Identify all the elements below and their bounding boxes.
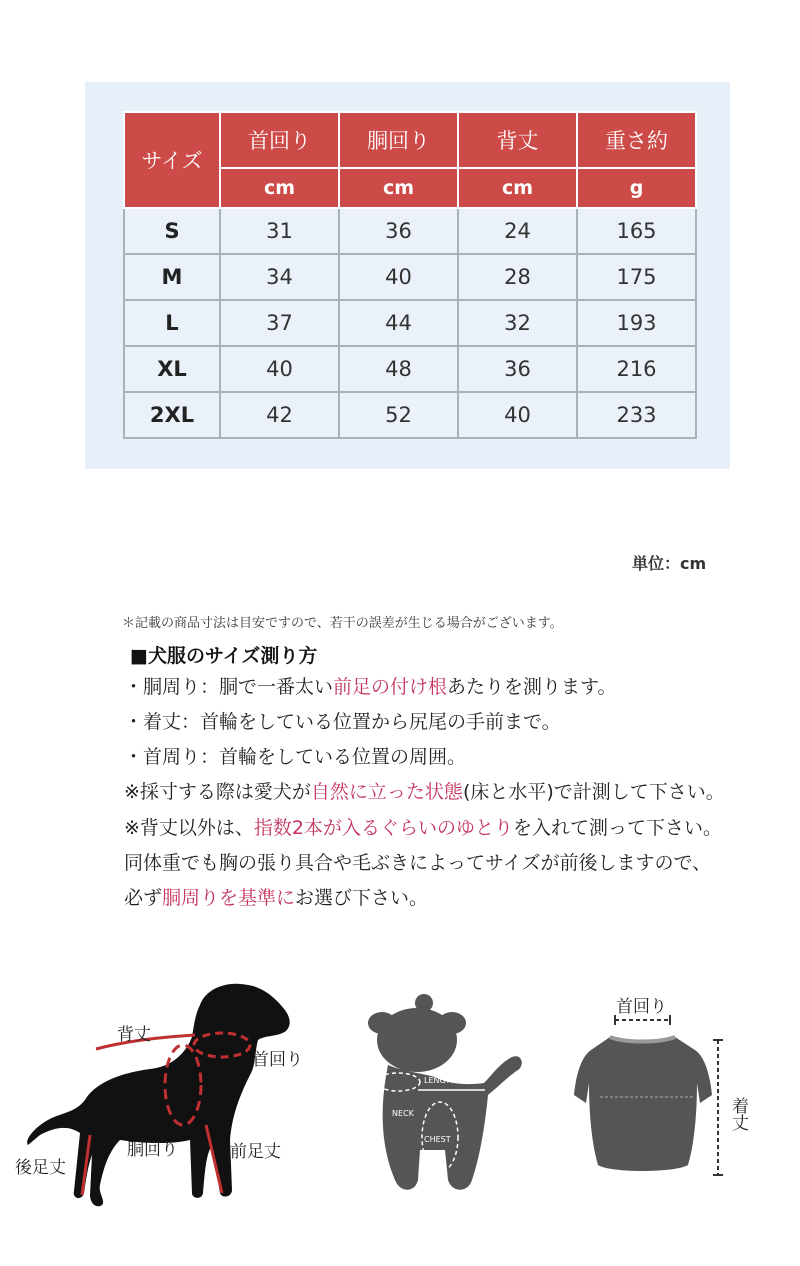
table-cell: 175 [577, 254, 696, 300]
table-cell: 216 [577, 346, 696, 392]
table-row [124, 392, 696, 438]
shirt-icon [570, 965, 770, 1195]
header-chest: 胴回り [339, 112, 458, 168]
instruction-text: あたりを測ります。 [447, 676, 617, 698]
table-row [124, 208, 696, 254]
disclaimer-note: ＊記載の商品寸法は目安ですので、若干の誤差が生じる場合がございます。 [122, 616, 563, 631]
dog-measure-diagram [0, 965, 330, 1262]
table-cell: 40 [339, 254, 458, 300]
label-chest: 胴回り [127, 1140, 178, 1160]
shirt-measure-diagram [570, 965, 770, 1195]
label-neck: 首回り [252, 1050, 303, 1070]
size-cell: L [124, 300, 220, 346]
table-cell: 32 [458, 300, 577, 346]
label-shirt-neck: 首回り [616, 997, 667, 1017]
label-shirt-length: 着丈 [728, 1097, 748, 1131]
instruction-text: ※採寸する際は愛犬が [124, 781, 311, 803]
size-cell: M [124, 254, 220, 300]
instruction-highlight: 自然に立った状態 [310, 781, 463, 803]
label-toy-neck: NECK [392, 1109, 414, 1118]
label-toy-chest: CHEST [424, 1135, 451, 1144]
table-cell: 37 [220, 300, 339, 346]
table-cell: 36 [339, 208, 458, 254]
instruction-basis [124, 883, 428, 910]
table-cell: 44 [339, 300, 458, 346]
unit-back: cm [458, 168, 577, 208]
table-cell: 42 [220, 392, 339, 438]
instruction-length: ・着丈：首輪をしている位置から尻尾の手前まで。 [124, 711, 561, 733]
dog-silhouette-icon [0, 965, 330, 1262]
unit-chest: cm [339, 168, 458, 208]
instruction-neck: ・首周り：首輪をしている位置の周囲。 [124, 746, 467, 768]
table-cell: 31 [220, 208, 339, 254]
header-weight: 重さ約 [577, 112, 696, 168]
size-cell: 2XL [124, 392, 220, 438]
unit-label: 単位：cm [632, 554, 707, 573]
table-cell: 40 [220, 346, 339, 392]
label-length: LENGTH [424, 1076, 457, 1085]
size-table [123, 111, 697, 439]
instruction-highlight: 指数2本が入るぐらいのゆとり [253, 817, 514, 839]
table-cell: 34 [220, 254, 339, 300]
instruction-slack [124, 813, 722, 840]
unit-neck: cm [220, 168, 339, 208]
instruction-text: お選び下さい。 [295, 887, 429, 909]
instruction-text: ※背丈以外は、 [124, 817, 254, 839]
instruction-chest [124, 672, 617, 699]
header-neck: 首回り [220, 112, 339, 168]
label-back-length: 背丈 [117, 1025, 151, 1045]
table-cell: 24 [458, 208, 577, 254]
instruction-stance [124, 777, 725, 804]
section-title: ■犬服のサイズ測り方 [130, 645, 318, 667]
size-cell: S [124, 208, 220, 254]
toy-dog-diagram [360, 965, 540, 1205]
instruction-variation: 同体重でも胸の張り具合や毛ぶきによってサイズが前後しますので、 [124, 852, 712, 874]
table-cell: 48 [339, 346, 458, 392]
header-back: 背丈 [458, 112, 577, 168]
table-row [124, 300, 696, 346]
unit-weight: g [577, 168, 696, 208]
table-row [124, 346, 696, 392]
header-size: サイズ [124, 112, 220, 208]
label-front-leg: 前足丈 [230, 1142, 281, 1162]
table-cell: 52 [339, 392, 458, 438]
table-cell: 28 [458, 254, 577, 300]
size-cell: XL [124, 346, 220, 392]
toy-dog-icon [360, 965, 540, 1205]
instruction-text: 必ず [124, 887, 163, 909]
instruction-text: を入れて測って下さい。 [513, 817, 723, 839]
table-cell: 233 [577, 392, 696, 438]
instruction-highlight: 前足の付け根 [333, 676, 448, 698]
label-hind-leg: 後足丈 [15, 1158, 66, 1178]
instruction-text: ・胴周り：胴で一番太い [124, 676, 334, 698]
table-cell: 36 [458, 346, 577, 392]
table-cell: 193 [577, 300, 696, 346]
instruction-highlight: 胴周りを基準に [162, 887, 296, 909]
instruction-text: (床と水平)で計測して下さい。 [462, 781, 725, 803]
table-cell: 165 [577, 208, 696, 254]
table-cell: 40 [458, 392, 577, 438]
table-row [124, 254, 696, 300]
